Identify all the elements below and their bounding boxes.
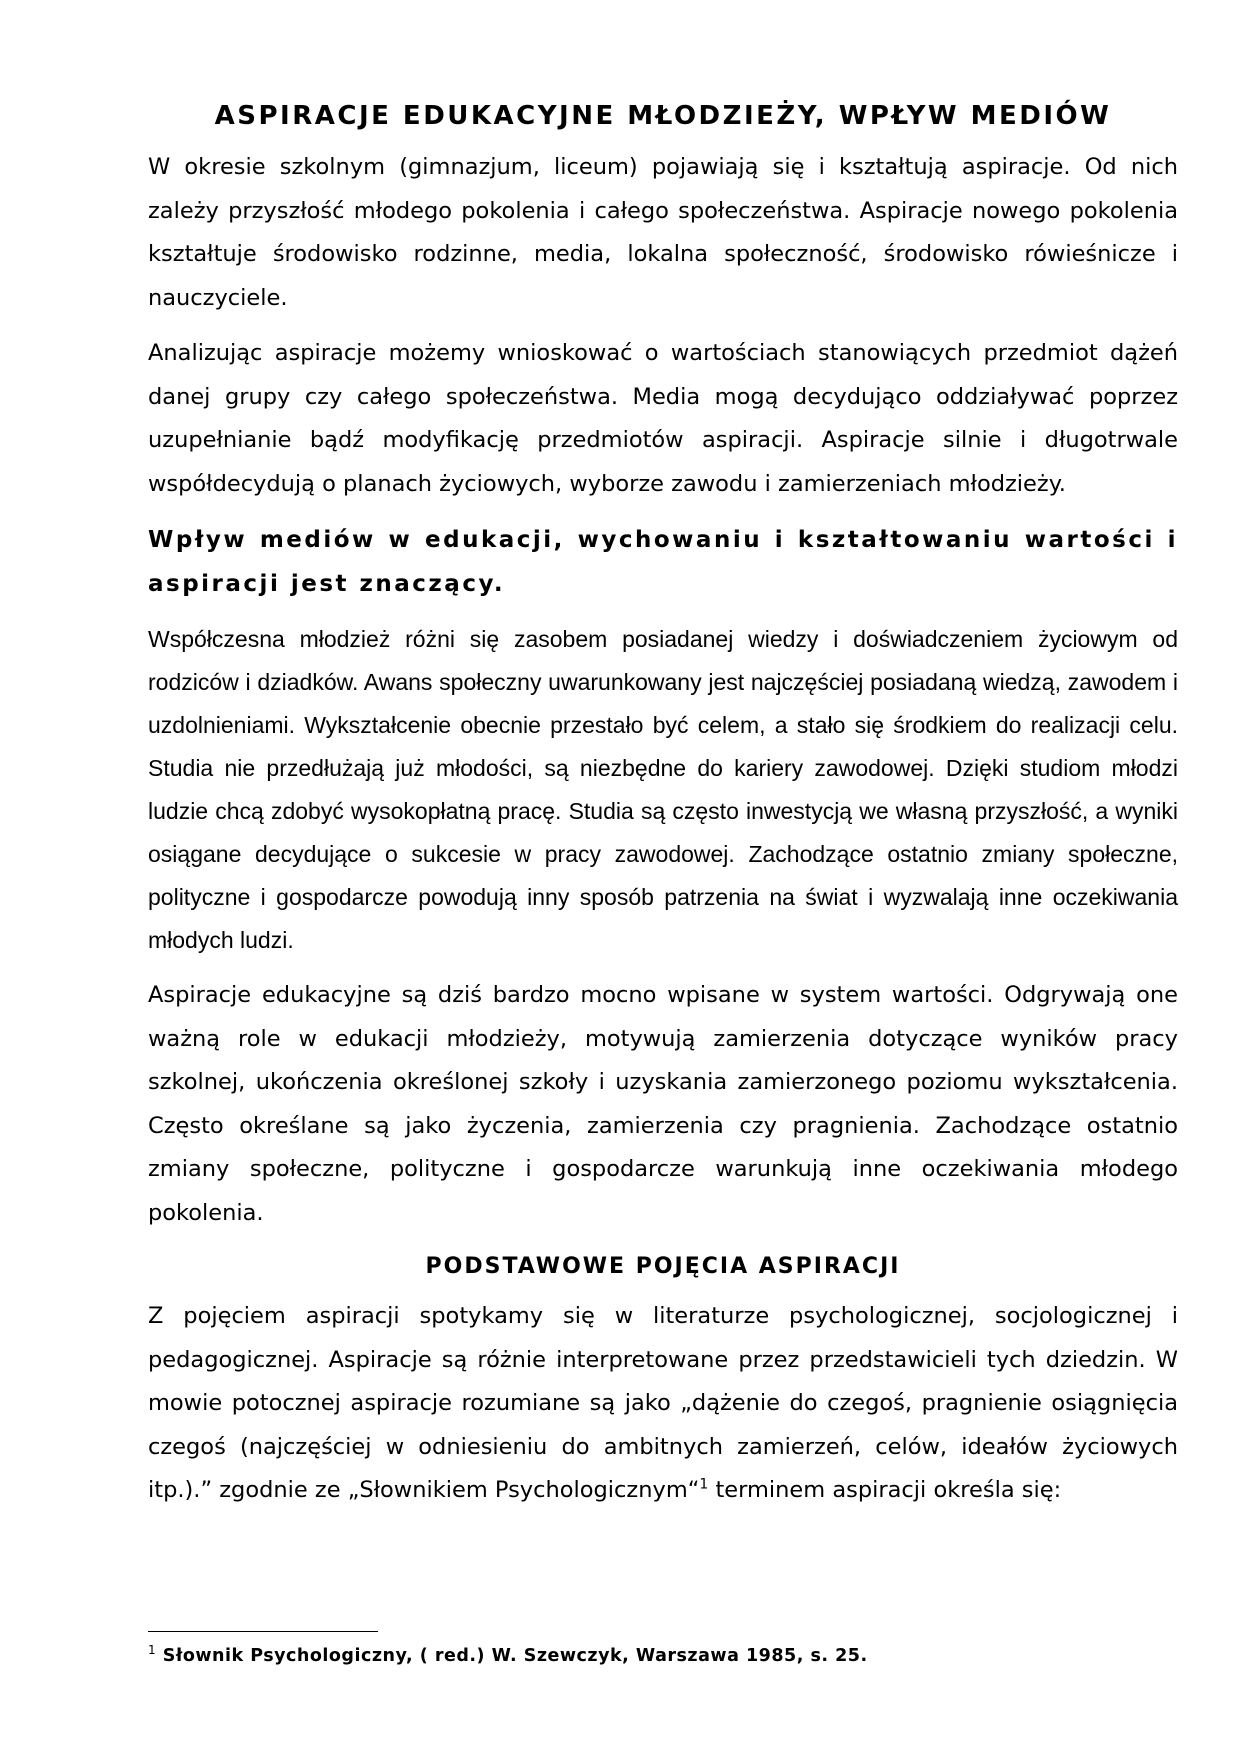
document-title: ASPIRACJE EDUKACYJNE MŁODZIEŻY, WPŁYW MEDIÓW [214,101,1112,131]
paragraph-concepts-text: Z pojęciem aspiracji spotykamy się w literaturze psychologicznej, socjologicznej i pedagogicznej. Aspiracje są różnie interpretowane przez przedstawicieli tych dziedzin. W mowie potocznej aspiracje rozumiane są jako „dążenie do czegoś, pragnienie osiągnięcia czegoś (najczęściej w odniesieniu do ambitnych zamierzeń, celów, ideałów życiowych itp.).” zgodnie ze „Słownikiem Psychologicznym“ [148,1303,1178,1503]
bold-statement: Wpływ mediów w edukacji, wychowaniu i kształtowaniu wartości i aspiracji jest znaczący. [148,527,1178,597]
paragraph-intro: W okresie szkolnym (gimnazjum, liceum) pojawiają się i kształtują aspiracje. Od nich zależy przyszłość młodego pokolenia i całego społeczeństwa. Aspiracje nowego pokolenia kształtuje środowisko rodzinne, media, lokalna społeczność, środowisko rówieśnicze i nauczyciele. [148,154,1178,311]
paragraph-educational-aspirations: Aspiracje edukacyjne są dziś bardzo mocno wpisane w system wartości. Odgrywają one ważną role w edukacji młodzieży, motywują zamierzenia dotyczące wyników pracy szkolnej, ukończenia określonej szkoły i uzyskania zamierzonego poziomu wykształcenia. Często określane są jako życzenia, zamierzenia czy pragnienia. Zachodzące ostatnio zmiany społeczne, polityczne i gospodarcze warunkują inne oczekiwania młodego pokolenia. [148,982,1178,1226]
section-heading: PODSTAWOWE POJĘCIA ASPIRACJI [425,1254,901,1279]
paragraph-concepts [148,1295,1178,1513]
paragraph-concepts-tail: terminem aspiracji określa się: [708,1477,1062,1503]
footnote-number: 1 [148,1643,157,1657]
footnote-separator [148,1631,378,1632]
footnote-text: Słownik Psychologiczny, ( red.) W. Szewczyk, Warszawa 1985, s. 25. [156,1645,868,1666]
footnote-reference[interactable]: 1 [699,1476,709,1493]
paragraph-analysis: Analizując aspiracje możemy wnioskować o wartościach stanowiących przedmiot dążeń danej grupy czy całego społeczeństwa. Media mogą decydująco oddziaływać poprzez uzupełnianie bądź modyfikację przedmiotów aspiracji. Aspiracje silnie i długotrwale współdecydują o planach życiowych, wyborze zawodu i zamierzeniach młodzieży. [148,340,1178,497]
footnote [148,1633,1178,1666]
document-page [148,96,1178,1525]
paragraph-modern-youth: Współczesna młodzież różni się zasobem posiadanej wiedzy i doświadczeniem życiowym od rodziców i dziadków. Awans społeczny uwarunkowany jest najczęściej posiadaną wiedzą, zawodem i uzdolnieniami. Wykształcenie obecnie przestało być celem, a stało się środkiem do realizacji celu. Studia nie przedłużają już młodości, są niezbędne do kariery zawodowej. Dzięki studiom młodzi ludzie chcą zdobyć wysokopłatną pracę. Studia są często inwestycją we własną przyszłość, a wyniki osiągane decydujące o sukcesie w pracy zawodowej. Zachodzące ostatnio zmiany społeczne, polityczne i gospodarcze powodują inny sposób patrzenia na świat i wyzwalają inne oczekiwania młodych ludzi. [148,626,1178,953]
